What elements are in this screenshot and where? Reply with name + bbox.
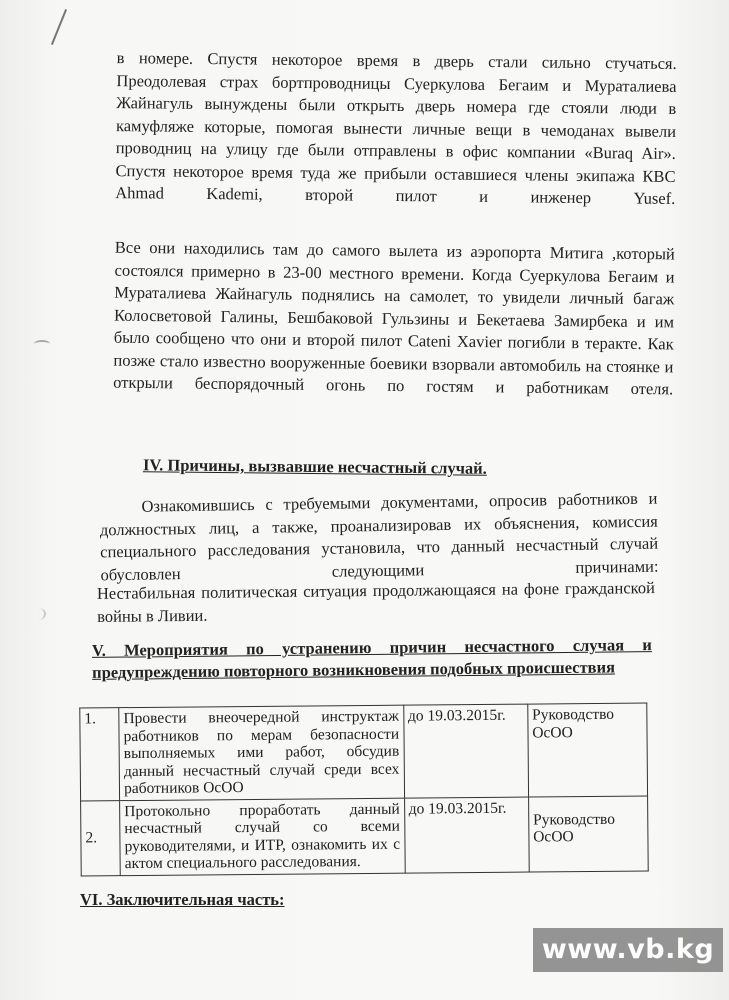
margin-mark [34, 340, 50, 348]
site-watermark: www.vb.kg [533, 928, 723, 972]
measure-deadline: до 19.03.2015г. [403, 704, 528, 798]
row-number: 1. [80, 708, 120, 801]
section-6-heading: VI. Заключительная часть: [80, 890, 285, 909]
paragraph-hotel-events: в номере. Спустя некоторое время в дверь стали сильно стучаться. Преодолевая страх бортпроводницы Суеркулова Бегаим и Мураталиева Жайнагуль вынуждены были открыть дверь номера где стояли люди в камуфляже которые, помогая вынести личные вещи в чемоданах вывели проводниц на улицу где были отправлены в офис компании «Buraq Air». Спустя некоторое время туда же прибыли оставшиеся члены экипажа КВС Ahmad Kademi, второй пилот и инженер Yusef. [115, 48, 677, 208]
paragraph-commission-findings: Ознакомившись с требуемыми документами, опросив работников и должностных лиц, а также, проанализировав их объяснения, комиссия специального расследования установила, что данный несчастный случай обусловлен следующими причинами: [99, 488, 659, 584]
fold-mark [30, 608, 46, 620]
measure-task: Протокольно проработать данный несчастный случай со всеми руководителями, и ИТР, ознакомить их с актом специального расследования. [120, 798, 405, 875]
paragraph-departure: Все они находились там до самого вылета из аэропорта Митига ,который состоялся примерно в 23-00 местного времени. Когда Суеркулова Бегаим и Мураталиева Жайнагуль поднялись на самолет, то увидели личный багаж Колосветовой Галины, Бешбаковой Гульзины и Бекетаева Замирбека и им было сообщено что они и второй пилот Cateni Xavier погибли в теракте. Как позже стало известно вооруженные боевики взорвали автомобиль на стоянке и открыли беспорядочный огонь по гостям и работникам отеля. [113, 237, 675, 399]
measure-responsible: Руководство ОсОО [528, 703, 648, 797]
measures-table [79, 703, 648, 876]
section-5-heading: V. Мероприятия по устранению причин несчастного случая и предупреждению повторного возникновения подобных происшествия [91, 635, 652, 682]
measure-responsible: Руководство ОсОО [528, 796, 648, 872]
scan-artifact-line [51, 9, 67, 45]
measure-deadline: до 19.03.2015г. [404, 797, 529, 873]
table-row [81, 796, 649, 876]
measure-task: Провести внеочередной инструктаж работников по мерам безопасности выполняемых ими работ, обсудив данный несчастный случай среди всех работников ОсОО [119, 705, 404, 800]
row-number: 2. [81, 800, 121, 875]
section-4-heading: IV. Причины, вызвавшие несчастный случай. [142, 455, 487, 478]
table-row [80, 703, 648, 800]
paragraph-cause: Нестабильная политическая ситуация продолжающаяся на фоне гражданской войны в Ливии. [96, 578, 655, 626]
